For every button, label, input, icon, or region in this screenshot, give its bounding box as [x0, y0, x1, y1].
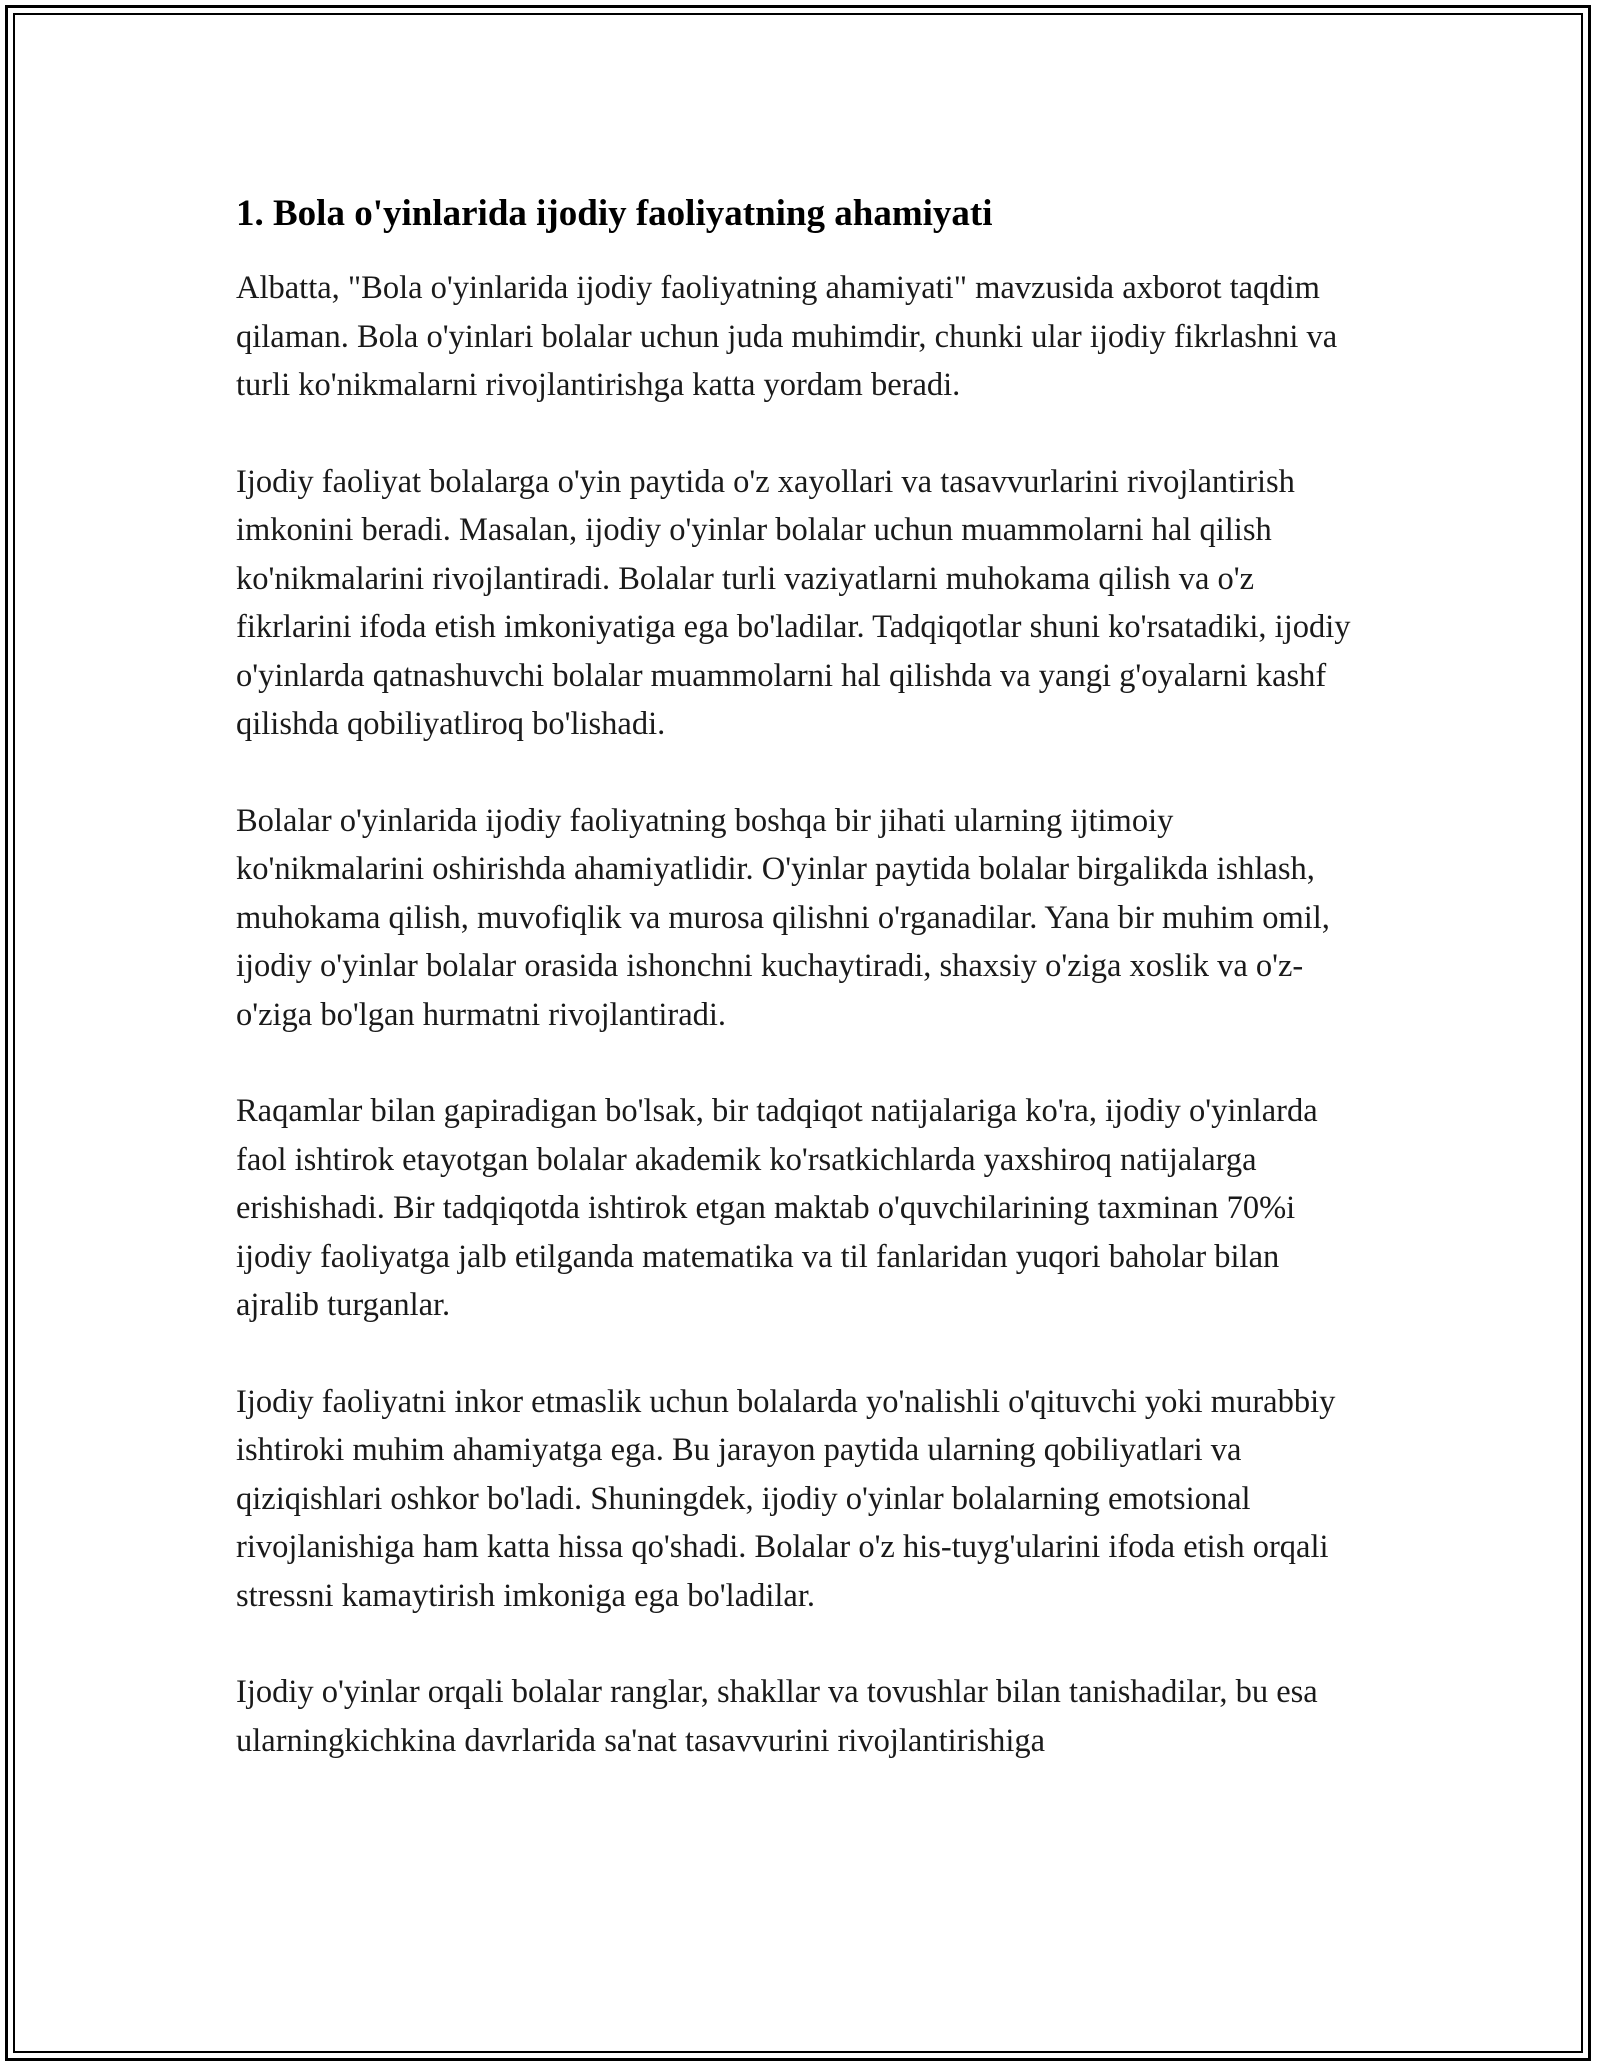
paragraph-3: Bolalar o'yinlarida ijodiy faoliyatning boshqa bir jihati ularning ijtimoiy ko'nikmalarini oshirishda ahamiyatlidir. O'yinlar paytida bolalar birgalikda ishlash, muhokama qilish, muvofiqlik va murosa qilishni o'rganadilar. Yana bir muhim omil, ijodiy o'yinlar bolalar orasida ishonchni kuchaytiradi, shaxsiy o'ziga xoslik va o'z-o'ziga bo'lgan hurmatni rivojlantiradi. — [236, 802, 1330, 1033]
paragraph-1: Albatta, "Bola o'yinlarida ijodiy faoliyatning ahamiyati" mavzusida axborot taqdim qilaman. Bola o'yinlari bolalar uchun juda muhimdir, chunki ular ijodiy fikrlashni va turli ko'nikmalarni rivojlantirishga katta yordam beradi. — [236, 270, 1338, 403]
paragraph-4: Raqamlar bilan gapiradigan bo'lsak, bir tadqiqot natijalariga ko'ra, ijodiy o'yinlarda faol ishtirok etayotgan bolalar akademik ko'rsatkichlarda yaxshiroq natijalarga erishishadi. Bir tadqiqotda ishtirok etgan maktab o'quvchilarining taxminan 70%i ijodiy faoliyatga jalb etilganda matematika va til fanlaridan yuqori baholar bilan ajralib turganlar. — [236, 1093, 1318, 1323]
section-heading: 1. Bola o'yinlarida ijodiy faoliyatning ahamiyati — [236, 193, 993, 234]
paragraph-2: Ijodiy faoliyat bolalarga o'yin paytida o'z xayollari va tasavvurlarini rivojlantirish imkonini beradi. Masalan, ijodiy o'yinlar bolalar uchun muammolarni hal qilish ko'nikmalarini rivojlantiradi. Bolalar turli vaziyatlarni muhokama qilish va o'z fikrlarini ifoda etish imkoniyatiga ega bo'ladilar. Tadqiqotlar shuni ko'rsatadiki, ijodiy o'yinlarda qatnashuvchi bolalar muammolarni hal qilishda va yangi g'oyalarni kashf qilishda qobiliyatliroq bo'lishadi. — [236, 463, 1351, 742]
paragraph-6: Ijodiy o'yinlar orqali bolalar ranglar, shakllar va tovushlar bilan tanishadilar, bu esa ularningkichkina davrlarida sa'nat tasavvurini rivojlantirishiga — [236, 1674, 1318, 1759]
paragraph-5: Ijodiy faoliyatni inkor etmaslik uchun bolalarda yo'nalishli o'qituvchi yoki murabbiy ishtiroki muhim ahamiyatga ega. Bu jarayon paytida ularning qobiliyatlari va qiziqishlari oshkor bo'ladi. Shuningdek, ijodiy o'yinlar bolalarning emotsional rivojlanishiga ham katta hissa qo'shadi. Bolalar o'z his-tuyg'ularini ifoda etish orqali stressni kamaytirish imkoniga ega bo'ladilar. — [236, 1383, 1336, 1614]
document-body — [236, 186, 1366, 1813]
